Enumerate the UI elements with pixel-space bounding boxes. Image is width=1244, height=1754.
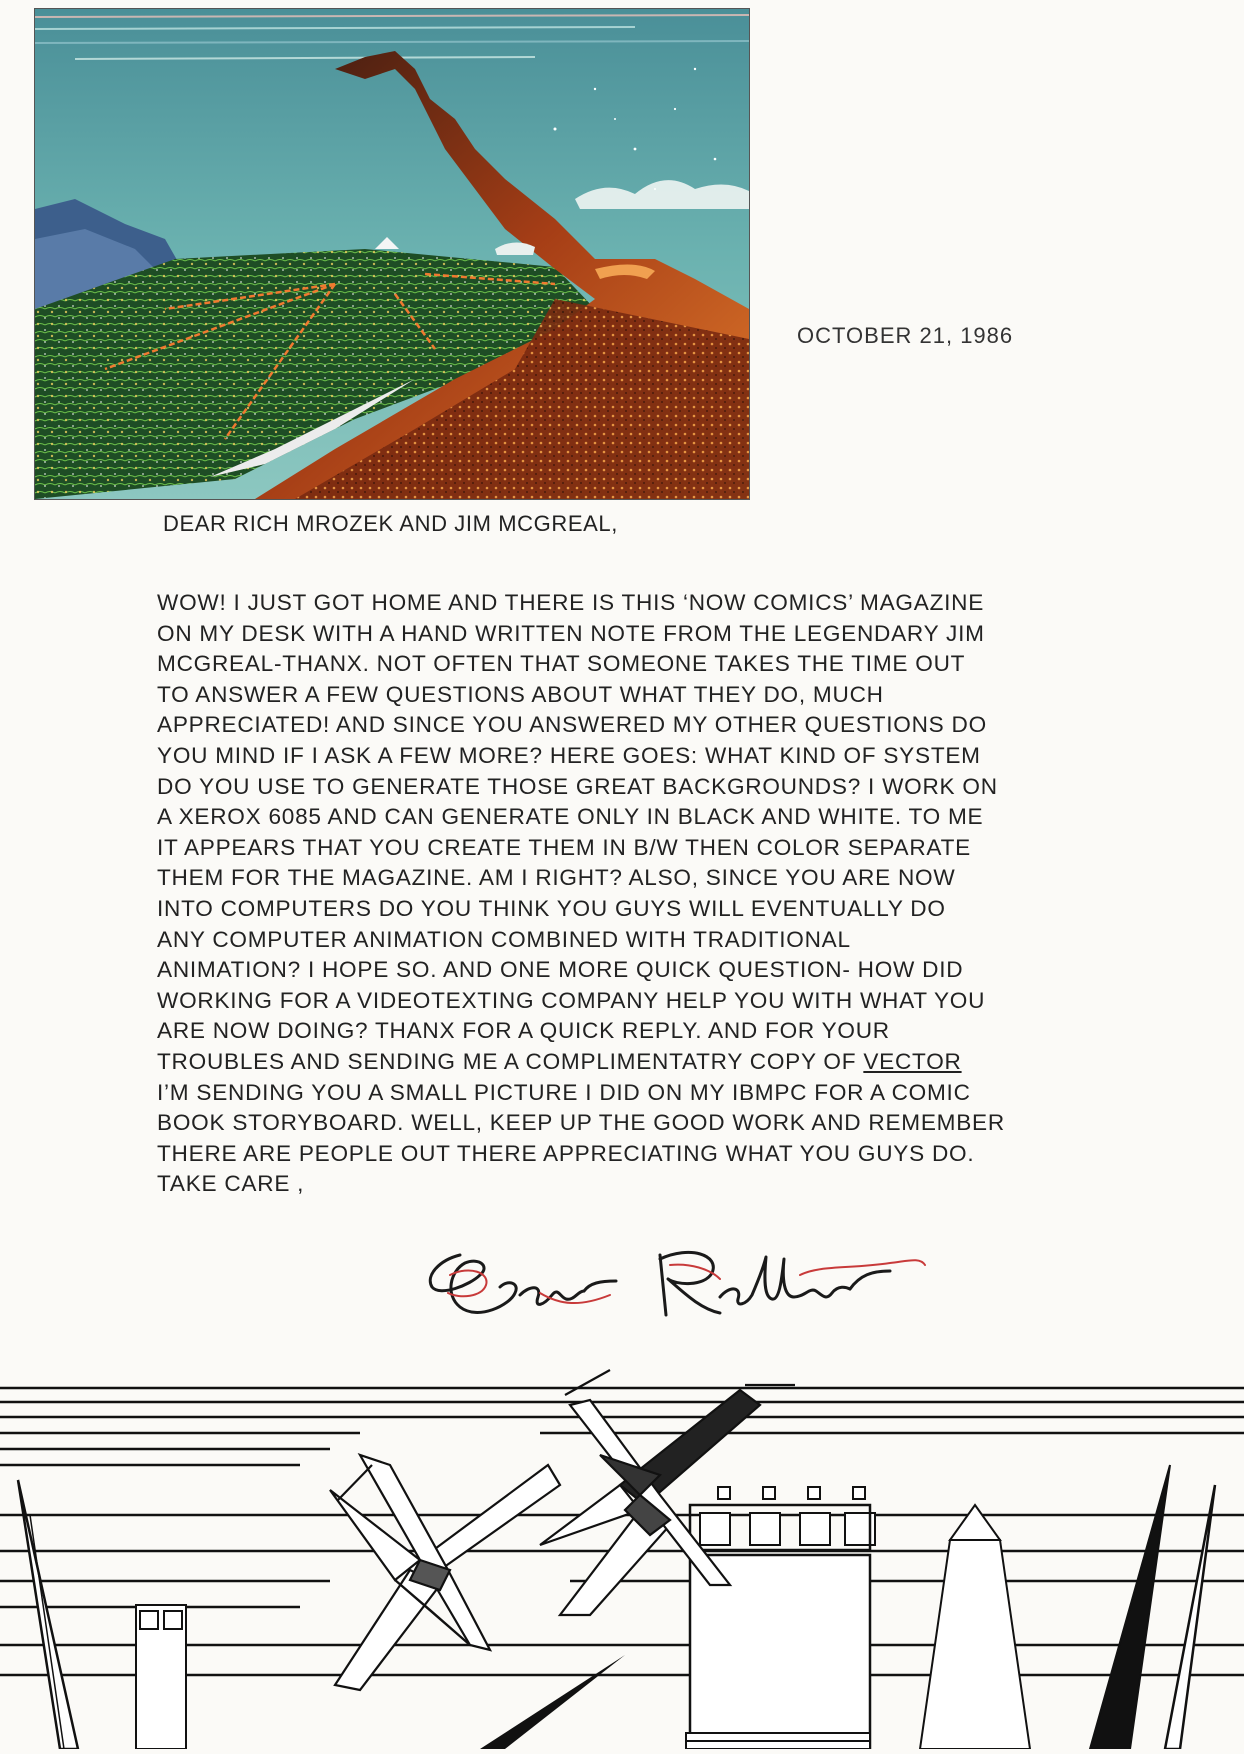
letter-line: DO YOU USE TO GENERATE THOSE GREAT BACKGROUNDS? I WORK ON [157,773,998,799]
letter-line-text: TROUBLES AND SENDING ME A COMPLIMENTATRY COPY OF [157,1048,857,1074]
letter-line: IT APPEARS THAT YOU CREATE THEM IN B/W THEN COLOR SEPARATE [157,834,971,860]
magazine-title: VECTOR [863,1048,962,1074]
landscape-illustration [34,8,750,500]
letter-line [157,1047,1007,1078]
letter-line: BOOK STORYBOARD. WELL, KEEP UP THE GOOD WORK AND REMEMBER [157,1110,1005,1136]
letter-salutation: DEAR RICH MROZEK AND JIM MCGREAL, [163,511,618,536]
letter-line: ON MY DESK WITH A HAND WRITTEN NOTE FROM THE LEGENDARY JIM [157,620,985,646]
letter-body [157,588,1007,1200]
letter-line: THEM FOR THE MAGAZINE. AM I RIGHT? ALSO, SINCE YOU ARE NOW [157,865,956,891]
letter-line: YOU MIND IF I ASK A FEW MORE? HERE GOES: WHAT KIND OF SYSTEM [157,742,981,768]
handwritten-signature [420,1235,950,1340]
letter-line: APPRECIATED! AND SINCE YOU ANSWERED MY OTHER QUESTIONS DO [157,712,987,738]
storyboard-illustration [0,1345,1244,1749]
letter-line: WOW! I JUST GOT HOME AND THERE IS THIS ‘NOW COMICS’ MAGAZINE [157,590,985,615]
letter-line: I’M SENDING YOU A SMALL PICTURE I DID ON MY IBMPC FOR A COMIC [157,1079,971,1105]
letter-line: WORKING FOR A VIDEOTEXTING COMPANY HELP YOU WITH WHAT YOU [157,987,986,1013]
letter-date: OCTOBER 21, 1986 [797,323,1014,348]
letter-line: TO ANSWER A FEW QUESTIONS ABOUT WHAT THEY DO, MUCH [157,681,884,707]
letter-line: ANIMATION? I HOPE SO. AND ONE MORE QUICK QUESTION- HOW DID [157,957,964,983]
letter-line: ARE NOW DOING? THANX FOR A QUICK REPLY. AND FOR YOUR [157,1018,890,1044]
letter-line: THERE ARE PEOPLE OUT THERE APPRECIATING WHAT YOU GUYS DO. [157,1140,975,1166]
letter-line: MCGREAL-THANX. NOT OFTEN THAT SOMEONE TAKES THE TIME OUT [157,651,966,677]
letter-line: A XEROX 6085 AND CAN GENERATE ONLY IN BLACK AND WHITE. TO ME [157,804,984,830]
letter-line: TAKE CARE , [157,1171,305,1197]
letter-line: ANY COMPUTER ANIMATION COMBINED WITH TRADITIONAL [157,926,851,952]
letter-line: INTO COMPUTERS DO YOU THINK YOU GUYS WILL EVENTUALLY DO [157,895,946,921]
